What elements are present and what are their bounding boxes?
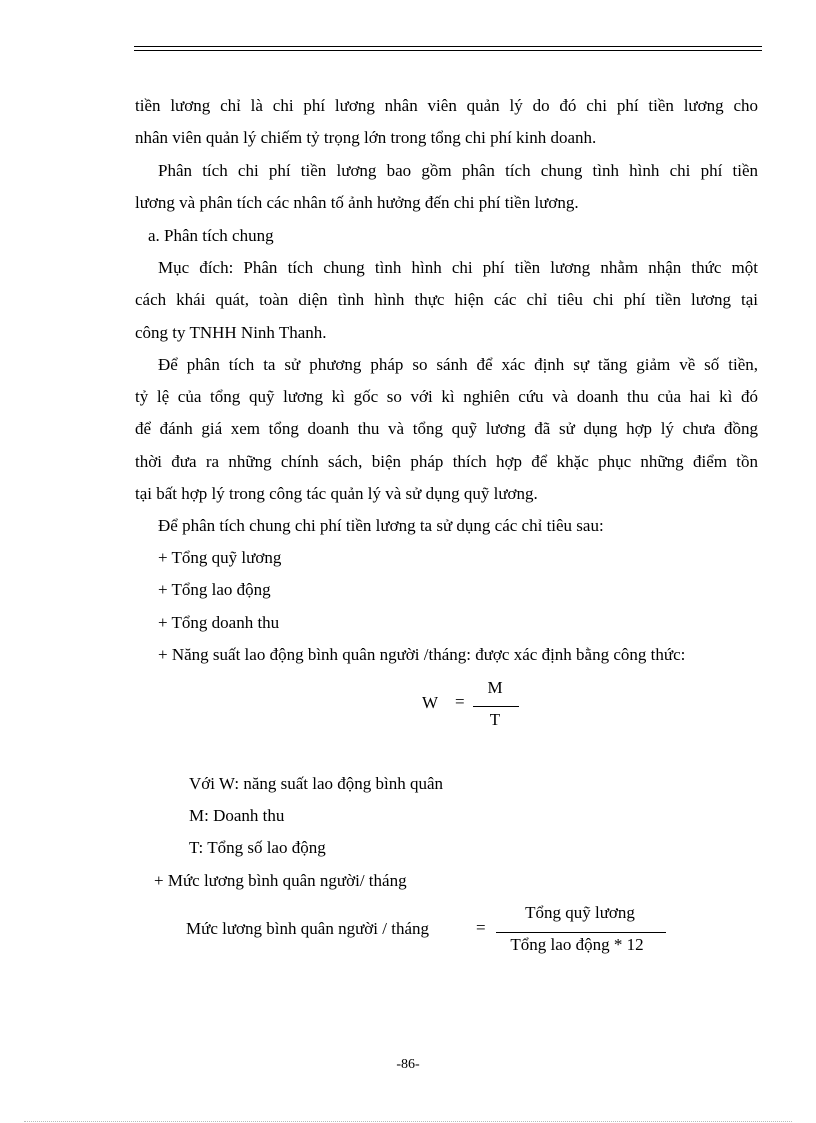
formula-equals: =: [476, 918, 486, 937]
body-line: tại bất hợp lý trong công tác quản lý và sử dụng quỹ lương.: [135, 484, 538, 503]
page-bottom-border: [24, 1121, 792, 1122]
list-item: + Tổng lao động: [158, 580, 271, 599]
header-rule-bottom: [134, 50, 762, 51]
body-line: để đánh giá xem tổng doanh thu và tổng quỹ lương đã sử dụng hợp lý chưa đồng: [135, 419, 758, 438]
body-line: Phân tích chi phí tiền lương bao gồm phân tích chung tình hình chi phí tiền: [158, 161, 758, 180]
body-line: cách khái quát, toàn diện tình hình thực hiện các chỉ tiêu chi phí tiền lương tại: [135, 290, 758, 309]
formula-numerator: Tổng quỹ lương: [525, 903, 635, 922]
definition-line: M: Doanh thu: [189, 806, 285, 825]
list-item: + Tổng quỹ lương: [158, 548, 282, 567]
page-number: -86-: [396, 1057, 420, 1072]
body-line: lương và phân tích các nhân tố ảnh hưởng đến chi phí tiền lương.: [135, 193, 579, 212]
formula-equals: =: [455, 692, 465, 711]
body-line: Mục đích: Phân tích chung tình hình chi phí tiền lương nhằm nhận thức một: [158, 258, 758, 277]
fraction-bar: [473, 706, 519, 707]
list-item: + Năng suất lao động bình quân người /tháng: được xác định bằng công thức:: [158, 645, 686, 664]
section-heading: a. Phân tích chung: [148, 226, 274, 245]
body-line: công ty TNHH Ninh Thanh.: [135, 323, 327, 342]
formula-denominator: Tổng lao động * 12: [510, 935, 644, 954]
body-line: Để phân tích chung chi phí tiền lương ta sử dụng các chỉ tiêu sau:: [158, 516, 604, 535]
formula-lhs: Mức lương bình quân người / tháng: [186, 919, 429, 938]
body-line: tỷ lệ của tổng quỹ lương kì gốc so với kì nghiên cứu và doanh thu của hai kì đó: [135, 387, 758, 406]
formula-denominator: T: [489, 710, 501, 729]
list-item: + Mức lương bình quân người/ tháng: [154, 871, 407, 890]
list-item: + Tổng doanh thu: [158, 613, 280, 632]
body-line: nhân viên quản lý chiếm tỷ trọng lớn trong tổng chi phí kinh doanh.: [135, 128, 597, 147]
body-line: tiền lương chỉ là chi phí lương nhân viên quản lý do đó chi phí tiền lương cho: [135, 96, 758, 115]
definition-line: Với W: năng suất lao động bình quân: [189, 774, 444, 793]
formula-numerator: M: [487, 678, 503, 697]
body-line: Để phân tích ta sử phương pháp so sánh để xác định sự tăng giảm về số tiền,: [158, 355, 758, 374]
header-rule-top: [134, 46, 762, 47]
definition-line: T: Tổng số lao động: [189, 838, 326, 857]
fraction-bar: [496, 932, 666, 933]
formula-lhs: W: [422, 693, 439, 712]
body-line: thời đưa ra những chính sách, biện pháp thích hợp để khặc phục những điểm tồn: [135, 452, 758, 471]
